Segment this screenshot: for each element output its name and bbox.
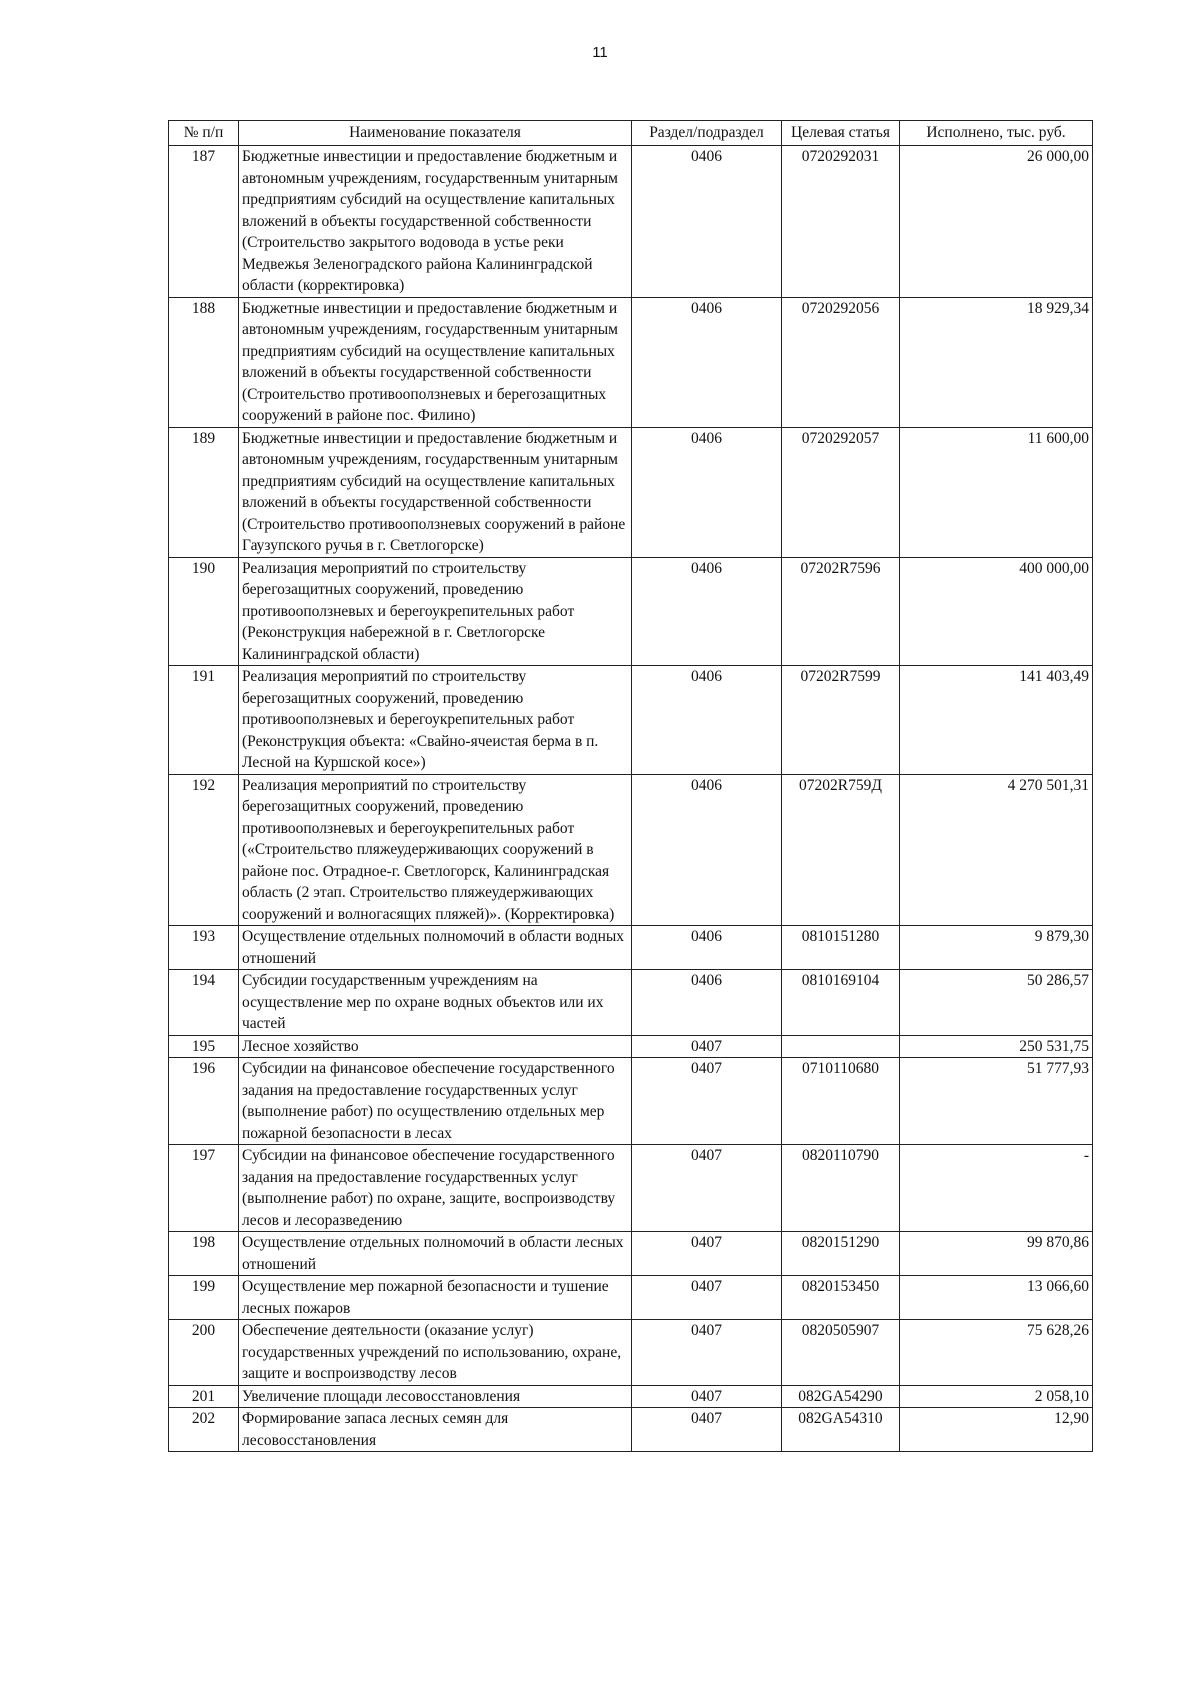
row-amount: 400 000,00	[900, 557, 1093, 666]
table-row	[169, 1276, 1093, 1320]
row-section: 0406	[632, 926, 782, 970]
row-number: 196	[169, 1058, 239, 1145]
row-name: Субсидии на финансовое обеспечение государственного задания на предоставление государственных услуг (выполнение работ) по охране, защите, воспроизводству лесов и лесоразведению	[239, 1145, 632, 1232]
row-number: 202	[169, 1408, 239, 1452]
row-article: 0720292056	[782, 297, 900, 427]
row-article: 07202R7596	[782, 557, 900, 666]
row-name: Осуществление отдельных полномочий в области лесных отношений	[239, 1232, 632, 1276]
table-row	[169, 666, 1093, 775]
row-article: 0720292031	[782, 146, 900, 298]
row-article	[782, 1035, 900, 1058]
row-amount: 51 777,93	[900, 1058, 1093, 1145]
budget-table	[168, 120, 1093, 1452]
row-article: 0710110680	[782, 1058, 900, 1145]
table-header-row	[169, 121, 1093, 146]
row-section: 0406	[632, 557, 782, 666]
row-name: Формирование запаса лесных семян для лесовосстановления	[239, 1408, 632, 1452]
header-article: Целевая статья	[782, 121, 900, 146]
row-section: 0407	[632, 1320, 782, 1386]
row-article: 0820153450	[782, 1276, 900, 1320]
row-number: 201	[169, 1385, 239, 1408]
row-section: 0407	[632, 1276, 782, 1320]
row-article: 082GA54290	[782, 1385, 900, 1408]
row-amount: 75 628,26	[900, 1320, 1093, 1386]
row-name: Реализация мероприятий по строительству берегозащитных сооружений, проведению противооползневых и берегоукрепительных работ (Реконструкция объекта: «Свайно-ячеистая берма в п. Лесной на Куршской косе»)	[239, 666, 632, 775]
row-amount: 250 531,75	[900, 1035, 1093, 1058]
table-body	[169, 146, 1093, 1452]
row-section: 0407	[632, 1035, 782, 1058]
row-article: 0820110790	[782, 1145, 900, 1232]
table-row	[169, 970, 1093, 1036]
row-number: 198	[169, 1232, 239, 1276]
row-amount: 99 870,86	[900, 1232, 1093, 1276]
row-name: Субсидии на финансовое обеспечение государственного задания на предоставление государственных услуг (выполнение работ) по осуществлению отдельных мер пожарной безопасности в лесах	[239, 1058, 632, 1145]
row-amount: 11 600,00	[900, 427, 1093, 557]
table-row	[169, 1145, 1093, 1232]
row-number: 195	[169, 1035, 239, 1058]
table-row	[169, 1232, 1093, 1276]
row-article: 07202R759Д	[782, 774, 900, 926]
row-article: 0810169104	[782, 970, 900, 1036]
row-amount: 12,90	[900, 1408, 1093, 1452]
row-amount: 141 403,49	[900, 666, 1093, 775]
row-section: 0407	[632, 1408, 782, 1452]
table-row	[169, 297, 1093, 427]
row-number: 188	[169, 297, 239, 427]
table-row	[169, 557, 1093, 666]
row-article: 07202R7599	[782, 666, 900, 775]
row-number: 191	[169, 666, 239, 775]
row-amount: 4 270 501,31	[900, 774, 1093, 926]
row-article: 0720292057	[782, 427, 900, 557]
row-amount: 26 000,00	[900, 146, 1093, 298]
row-article: 0820505907	[782, 1320, 900, 1386]
row-amount: 50 286,57	[900, 970, 1093, 1036]
row-name: Осуществление мер пожарной безопасности и тушение лесных пожаров	[239, 1276, 632, 1320]
row-name: Обеспечение деятельности (оказание услуг) государственных учреждений по использованию, охране, защите и воспроизводству лесов	[239, 1320, 632, 1386]
row-name: Бюджетные инвестиции и предоставление бюджетным и автономным учреждениям, государственным унитарным предприятиям субсидий на осуществление капитальных вложений в объекты государственной собственности (Строительство противооползневых и берегозащитных сооружений в районе пос. Филино)	[239, 297, 632, 427]
row-section: 0406	[632, 146, 782, 298]
row-amount: 18 929,34	[900, 297, 1093, 427]
row-section: 0406	[632, 427, 782, 557]
row-name: Лесное хозяйство	[239, 1035, 632, 1058]
header-section: Раздел/подраздел	[632, 121, 782, 146]
table-row	[169, 427, 1093, 557]
table-row	[169, 1058, 1093, 1145]
row-article: 0820151290	[782, 1232, 900, 1276]
row-section: 0407	[632, 1232, 782, 1276]
row-article: 0810151280	[782, 926, 900, 970]
row-name: Бюджетные инвестиции и предоставление бюджетным и автономным учреждениям, государственным унитарным предприятиям субсидий на осуществление капитальных вложений в объекты государственной собственности (Строительство закрытого водовода в устье реки Медвежья Зеленоградского района Калининградской области (корректировка)	[239, 146, 632, 298]
row-number: 192	[169, 774, 239, 926]
table-row	[169, 774, 1093, 926]
header-amount: Исполнено, тыс. руб.	[900, 121, 1093, 146]
row-number: 193	[169, 926, 239, 970]
row-section: 0406	[632, 970, 782, 1036]
row-name: Бюджетные инвестиции и предоставление бюджетным и автономным учреждениям, государственным унитарным предприятиям субсидий на осуществление капитальных вложений в объекты государственной собственности (Строительство противооползневых сооружений в районе Гаузупского ручья в г. Светлогорске)	[239, 427, 632, 557]
row-amount: 2 058,10	[900, 1385, 1093, 1408]
row-number: 187	[169, 146, 239, 298]
row-name: Реализация мероприятий по строительству берегозащитных сооружений, проведению противооползневых и берегоукрепительных работ (Реконструкция набережной в г. Светлогорске Калининградской области)	[239, 557, 632, 666]
row-number: 194	[169, 970, 239, 1036]
row-number: 189	[169, 427, 239, 557]
row-amount: 13 066,60	[900, 1276, 1093, 1320]
table-row	[169, 1035, 1093, 1058]
header-name: Наименование показателя	[239, 121, 632, 146]
table-row	[169, 1385, 1093, 1408]
table-row	[169, 1320, 1093, 1386]
row-section: 0406	[632, 666, 782, 775]
row-number: 190	[169, 557, 239, 666]
row-name: Субсидии государственным учреждениям на осуществление мер по охране водных объектов или их частей	[239, 970, 632, 1036]
row-section: 0406	[632, 297, 782, 427]
row-section: 0407	[632, 1385, 782, 1408]
row-name: Осуществление отдельных полномочий в области водных отношений	[239, 926, 632, 970]
table-row	[169, 146, 1093, 298]
table-row	[169, 926, 1093, 970]
row-name: Реализация мероприятий по строительству берегозащитных сооружений, проведению противооползневых и берегоукрепительных работ («Строительство пляжеудерживающих сооружений в районе пос. Отрадное-г. Светлогорск, Калининградская область (2 этап. Строительство пляжеудерживающих сооружений и волногасящих пляжей)». (Корректировка)	[239, 774, 632, 926]
page-number: 11	[592, 44, 608, 61]
row-number: 199	[169, 1276, 239, 1320]
row-amount: -	[900, 1145, 1093, 1232]
row-article: 082GA54310	[782, 1408, 900, 1452]
row-section: 0407	[632, 1145, 782, 1232]
row-name: Увеличение площади лесовосстановления	[239, 1385, 632, 1408]
row-number: 197	[169, 1145, 239, 1232]
row-section: 0406	[632, 774, 782, 926]
row-amount: 9 879,30	[900, 926, 1093, 970]
table-row	[169, 1408, 1093, 1452]
header-num: № п/п	[169, 121, 239, 146]
row-number: 200	[169, 1320, 239, 1386]
row-section: 0407	[632, 1058, 782, 1145]
